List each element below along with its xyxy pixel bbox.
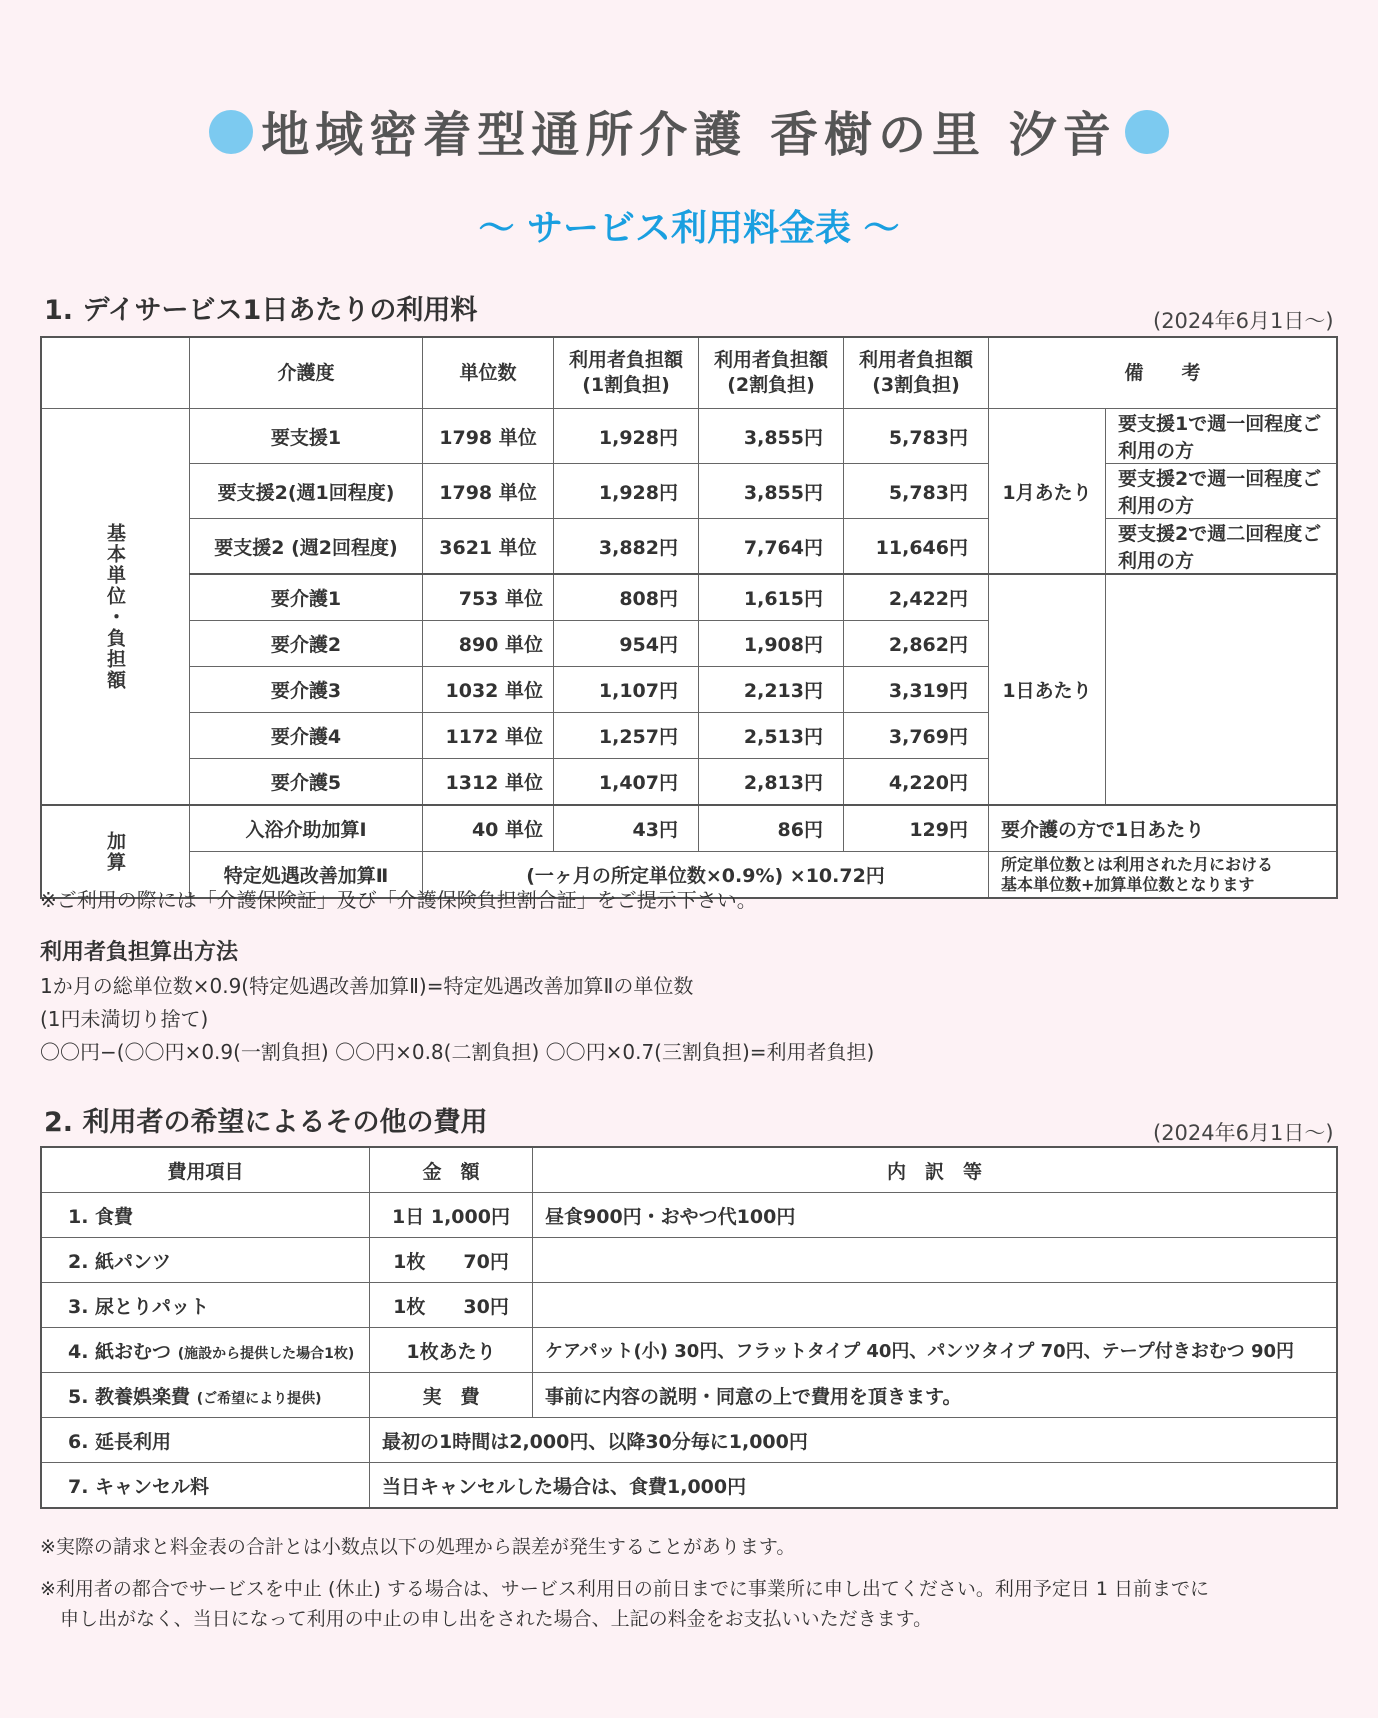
calc-line1: 1か月の総単位数×0.9(特定処遇改善加算Ⅱ)=特定処遇改善加算Ⅱの単位数: [40, 974, 694, 998]
table-row: 5. 教養娯楽費 (ご希望により提供) 実 費 事前に内容の説明・同意の上で費用を頂きます。: [41, 1373, 1337, 1418]
table-row: 6. 延長利用 最初の1時間は2,000円、以降30分毎に1,000円: [41, 1418, 1337, 1463]
group-basic-label: 基本単位・負担額: [41, 409, 190, 806]
col-remarks: 備 考: [989, 337, 1338, 409]
table-row: 7. キャンセル料 当日キャンセルした場合は、食費1,000円: [41, 1463, 1337, 1509]
section1-title: 1. デイサービス1日あたりの利用料: [44, 295, 478, 326]
calc-line2: (1円未満切り捨て): [40, 1007, 209, 1031]
section1-date: (2024年6月1日～): [1153, 309, 1334, 333]
table-row: 1. 食費 1日 1,000円 昼食900円・おやつ代100円: [41, 1193, 1337, 1238]
table-row: 要介護2 890 単位 954円 1,908円 2,862円: [41, 621, 1337, 667]
col-pay1: 利用者負担額 (1割負担): [554, 337, 699, 409]
table-row: 要介護4 1172 単位 1,257円 2,513円 3,769円: [41, 713, 1337, 759]
calc-title: 利用者負担算出方法: [40, 940, 239, 965]
section2-date: (2024年6月1日～): [1153, 1121, 1334, 1145]
group-add-label: 加算: [41, 805, 190, 898]
calc-line3: 〇〇円−(〇〇円×0.9(一割負担) 〇〇円×0.8(二割負担) 〇〇円×0.7(三割負担)=利用者負担): [40, 1040, 875, 1064]
table-row: 要介護3 1032 単位 1,107円 2,213円 3,319円: [41, 667, 1337, 713]
col-care-level: 介護度: [190, 337, 423, 409]
table-header-row: [41, 337, 1337, 409]
per-month-label: 1月あたり: [989, 409, 1106, 575]
section1-footnote: ※ご利用の際には「介護保険証」及び「介護保険負担割合証」をご提示下さい。: [40, 888, 757, 912]
section2-note2a: ※利用者の都合でサービスを中止 (休止) する場合は、サービス利用日の前日までに事業所に申し出てください。利用予定日 1 日前までに: [40, 1578, 1209, 1600]
section2-note1: ※実際の請求と料金表の合計とは小数点以下の処理から誤差が発生することがあります。: [40, 1536, 796, 1558]
fee-table: [40, 336, 1338, 899]
circle-bullet-icon: [209, 110, 253, 154]
table-row: 要介護5 1312 単位 1,407円 2,813円 4,220円: [41, 759, 1337, 806]
table-row: 要介護1 753 単位 808円 1,615円 2,422円 1日あたり: [41, 574, 1337, 621]
section2-note2b: 申し出がなく、当日になって利用の中止の申し出をされた場合、上記の料金をお支払いいただきます。: [60, 1608, 933, 1630]
section2-title: 2. 利用者の希望によるその他の費用: [44, 1107, 488, 1138]
table-row: 要支援2 (週2回程度) 3621 単位 3,882円 7,764円 11,646円 要支援2で週二回程度ご利用の方: [41, 519, 1337, 575]
table-header-row: 費用項目 金 額 内 訳 等: [41, 1147, 1337, 1193]
table-row: 4. 紙おむつ (施設から提供した場合1枚) 1枚あたり ケアパット(小) 30円、フラットタイプ 40円、パンツタイプ 70円、テープ付きおむつ 90円: [41, 1328, 1337, 1373]
circle-bullet-icon: [1125, 110, 1169, 154]
table-row: 3. 尿とりパット 1枚 30円: [41, 1283, 1337, 1328]
table-row-special: 特定処遇改善加算Ⅱ (一ヶ月の所定単位数×0.9%) ×10.72円 所定単位数とは利用された月における 基本単位数+加算単位数となります: [41, 852, 1337, 899]
per-day-label: 1日あたり: [989, 574, 1106, 805]
other-fees-table: [40, 1146, 1338, 1509]
col-units: 単位数: [423, 337, 554, 409]
table-row: 要支援2(週1回程度) 1798 単位 1,928円 3,855円 5,783円 要支援2で週一回程度ご利用の方: [41, 464, 1337, 519]
col-pay3: 利用者負担額 (3割負担): [844, 337, 989, 409]
col-pay2: 利用者負担額 (2割負担): [699, 337, 844, 409]
table-row-bath: 加算 入浴介助加算Ⅰ 40 単位 43円 86円 129円 要介護の方で1日あたり: [41, 805, 1337, 852]
page-title: 地域密着型通所介護 香樹の里 汐音: [0, 96, 1378, 165]
page-subtitle: ～ サービス利用料金表 ～: [478, 208, 900, 249]
table-row: 2. 紙パンツ 1枚 70円: [41, 1238, 1337, 1283]
table-row: 基本単位・負担額 要支援1 1798 単位 1,928円 3,855円 5,783円 1月あたり 要支援1で週一回程度ご利用の方: [41, 409, 1337, 464]
